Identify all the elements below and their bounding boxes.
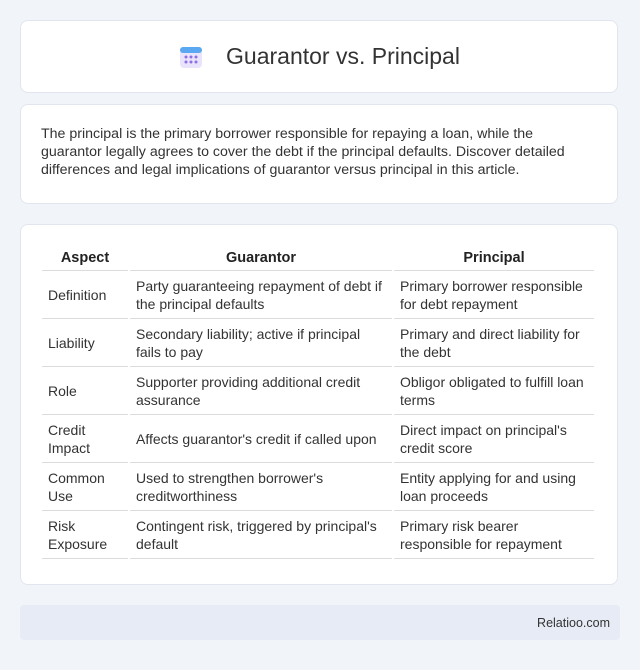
cell-aspect: Credit Impact	[42, 415, 128, 463]
table-row	[42, 463, 594, 511]
column-header-guarantor: Guarantor	[130, 245, 392, 271]
cell-guarantor: Secondary liability; active if principal fails to pay	[130, 319, 392, 367]
comparison-card	[20, 224, 618, 585]
footer-site-link[interactable]: Relatioo.com	[537, 616, 610, 630]
page-title: Guarantor vs. Principal	[226, 43, 460, 69]
cell-principal: Entity applying for and using loan proceeds	[394, 463, 594, 511]
cell-principal: Direct impact on principal's credit score	[394, 415, 594, 463]
cell-guarantor: Contingent risk, triggered by principal's default	[130, 511, 392, 559]
cell-principal: Primary borrower responsible for debt repayment	[394, 271, 594, 319]
table-header-row	[42, 245, 594, 271]
table-row	[42, 319, 594, 367]
table-row	[42, 415, 594, 463]
cell-guarantor: Supporter providing additional credit assurance	[130, 367, 392, 415]
cell-principal: Obligor obligated to fulfill loan terms	[394, 367, 594, 415]
cell-guarantor: Used to strengthen borrower's creditworthiness	[130, 463, 392, 511]
table-row	[42, 367, 594, 415]
title-card	[20, 20, 618, 93]
cell-aspect: Definition	[42, 271, 128, 319]
intro-text: The principal is the primary borrower responsible for repaying a loan, while the guarantor legally agrees to cover the debt if the principal defaults. Discover detailed differences and legal implications of guarantor versus principal in this article.	[41, 126, 565, 178]
cell-aspect: Common Use	[42, 463, 128, 511]
cell-aspect: Risk Exposure	[42, 511, 128, 559]
footer	[20, 605, 620, 640]
cell-guarantor: Party guaranteeing repayment of debt if the principal defaults	[130, 271, 392, 319]
comparison-table	[40, 245, 596, 559]
intro-card	[20, 104, 618, 204]
column-header-principal: Principal	[394, 245, 594, 271]
cell-aspect: Liability	[42, 319, 128, 367]
table-row	[42, 511, 594, 559]
cell-principal: Primary and direct liability for the debt	[394, 319, 594, 367]
cell-principal: Primary risk bearer responsible for repayment	[394, 511, 594, 559]
cell-aspect: Role	[42, 367, 128, 415]
cell-guarantor: Affects guarantor's credit if called upon	[130, 415, 392, 463]
calendar-icon	[178, 44, 204, 70]
column-header-aspect: Aspect	[42, 245, 128, 271]
table-row	[42, 271, 594, 319]
